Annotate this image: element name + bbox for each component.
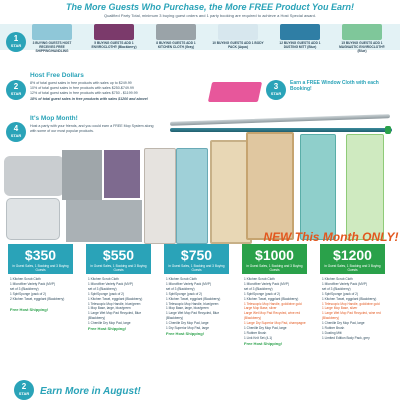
package-item: 1 SpiriSponge (pack of 2)	[322, 291, 358, 296]
package-item: set of 3 (Blackberry)	[322, 286, 351, 291]
august-heading: Earn More in August!	[40, 386, 141, 397]
package-item: 1 Telescopic Mop Handle, blue/green	[88, 301, 141, 306]
package-item: 1 Telescopic Mop Handle, blue/green	[166, 301, 219, 306]
tier-item	[26, 22, 78, 62]
package-item-list	[244, 277, 306, 341]
tier-item	[88, 22, 140, 62]
package-price-header	[320, 244, 385, 274]
tier-item	[212, 22, 264, 62]
package-item: 1 SpiriSponge (pack of 2)	[10, 291, 46, 296]
tier-product-image	[342, 24, 382, 40]
mop-handle-cap	[385, 126, 391, 134]
star-3-badge: 3 STAR	[266, 80, 286, 100]
package-item: 1 Mop Base, large, blue/green	[166, 306, 209, 311]
package-item: 1 Kitchen Towel, eggplant (Blackberry)	[244, 296, 299, 301]
tier-item	[274, 22, 326, 62]
package-item: 1 Microfiber Variety Pack (MVP)	[244, 281, 290, 286]
package-item: 1 Microfiber Variety Pack (MVP)	[88, 281, 134, 286]
tier-label: 15 BUYING GUESTS ADD 1 MAGNASTIC ENVIROCLOTH® (Blue)	[339, 41, 385, 53]
package-column	[8, 244, 73, 400]
package-item: 1 SpiriSponge (pack of 2)	[166, 291, 202, 296]
tier-item	[150, 22, 202, 62]
host-dollars-list	[30, 81, 230, 102]
mop-handle-silver	[170, 114, 390, 126]
package-item: 1 Dusting Mitt	[322, 330, 342, 335]
package-item: 1 Large Wet Mop Pad Recycled, Blue (Blackberry)	[88, 311, 142, 321]
package-price-header	[8, 244, 73, 274]
package-item: 1 Dry Superior Mop Pad, large	[166, 326, 210, 331]
package-item-list	[88, 277, 150, 326]
package-item: 1 Chenille Dry Mop Pad, large	[88, 321, 131, 326]
package-item: 1 Telescopic Mop Handle, gold/wine gold	[244, 301, 302, 306]
package-item: 2 Kitchen Towel, eggplant (Blackberry)	[10, 296, 65, 301]
host-dollars-line: 10% of total guest sales in free products with sales $250-$749.99	[30, 86, 134, 91]
tier-label: 5 BUYING GUESTS ADD 1 ENVIROCLOTH® (Blackberry)	[91, 41, 137, 49]
tier-product-image	[218, 24, 258, 40]
package-item: set of 3 (Blackberry)	[10, 286, 39, 291]
package-item: set of 3 (Blackberry)	[244, 286, 273, 291]
package-item-list	[10, 277, 72, 302]
package-item: 1 Kitchen Towel, eggplant (Blackberry)	[88, 296, 143, 301]
package-price: $1000	[255, 247, 294, 263]
package-item: 1 Kitchen Scrub Cloth	[10, 277, 41, 281]
package-item: 1 Large Wet Mop Pad Recycled, wine red (Blackberry)	[322, 311, 381, 321]
host-dollars-line: 12% of total guest sales in free products with sales $750 - $1199.99	[30, 91, 138, 96]
package-item: 1 Rubber Brush	[244, 330, 267, 335]
package-item-list	[166, 277, 228, 331]
window-cloth-offer: Earn a FREE Window Cloth with each Booking!	[290, 80, 379, 92]
package-item: set of 3 (Blackberry)	[88, 286, 117, 291]
package-requirement: in Guest Sales, 1 Booking and 3 Buying Guests	[168, 264, 225, 272]
mop-month-text: Host a party with your friends, and you could earn a FREE Mop System along with some of our most popular products.	[30, 124, 154, 134]
tier-row	[18, 22, 398, 62]
package-column	[320, 244, 385, 400]
package-item: 1 Kitchen Towel, eggplant (Blackberry)	[166, 296, 221, 301]
package-column	[86, 244, 151, 400]
host-dollars-line: 8% of total guest sales in free products with sales up to $249.99	[30, 81, 132, 85]
package-item: 1 Kitchen Scrub Cloth	[322, 277, 353, 281]
page-subtitle: Qualified Party Total, minimum 3 buying guest orders and 1 party booking are required to achieve a Host Special award.	[103, 13, 317, 18]
microfiber-pack-image	[66, 200, 142, 242]
mop-month-title: It's Mop Month!	[30, 115, 78, 122]
package-item: 1 Chenille Dry Mop Pad, large	[322, 321, 365, 326]
free-shipping-note: Free Host Shipping!	[166, 331, 204, 336]
star-2-badge: 2 STAR	[6, 80, 26, 100]
package-price: $350	[24, 247, 57, 263]
package-requirement: in Guest Sales, 1 Booking and 3 Buying Guests	[324, 264, 381, 272]
package-item: 1 Microfiber Variety Pack (MVP)	[10, 281, 56, 286]
tier-label: 10 BUYING GUESTS ADD 1 BODY PACK (Aqua)	[212, 41, 264, 49]
package-item: 1 SpiriSponge (pack of 2)	[88, 291, 124, 296]
mop-pad-green	[346, 134, 384, 240]
host-dollars-title: Host Free Dollars	[30, 72, 84, 79]
package-column	[242, 244, 307, 400]
package-price-header	[86, 244, 151, 274]
package-price: $750	[180, 247, 213, 263]
package-requirement: in Guest Sales, 1 Booking and 3 Buying Guests	[12, 264, 69, 272]
package-item: 1 Large Dry Superior Mop Pad, champagne	[244, 321, 306, 326]
package-item: 1 Limited Edition Body Pack, grey	[322, 335, 370, 340]
package-item: 1 Chenille Dry Mop Pad, large	[244, 326, 287, 331]
tier-product-image	[280, 24, 320, 40]
package-item: 1 Kitchen Scrub Cloth	[244, 277, 275, 281]
free-shipping-note: Free Host Shipping!	[244, 340, 282, 346]
kitchen-cloth-stack-image	[62, 150, 102, 200]
mop-pad-gray	[144, 148, 176, 244]
package-item: Large Wet Mop Pad Recycled, wine red (Blackberry)	[244, 311, 301, 321]
package-price: $1200	[333, 247, 372, 263]
star-4-badge: 4 STAR	[6, 122, 26, 142]
variety-pack-image	[104, 150, 140, 198]
star-1-badge: 1 STAR	[6, 32, 26, 52]
package-item: 1 Microfiber Variety Pack (MVP)	[166, 281, 212, 286]
package-price-header	[242, 244, 307, 274]
package-item: 1 Kitchen Scrub Cloth	[88, 277, 119, 281]
tier-label: 3 BUYING GUESTS HOST RECEIVES FREE SHIPPING/HANDLING	[32, 41, 72, 53]
window-cloth-image	[208, 82, 262, 102]
tier-product-image	[94, 24, 134, 40]
package-item: set of 3 (Blackberry)	[166, 286, 195, 291]
mop-pad-turquoise	[300, 134, 336, 240]
package-item: 1 Large Mop Base, silver	[322, 306, 358, 311]
package-requirement: in Guest Sales, 1 Booking and 3 Buying Guests	[246, 264, 303, 272]
package-item: 1 Rubber Brush	[322, 326, 345, 331]
tier-product-image	[156, 24, 196, 40]
free-shipping-note: Free Host Shipping!	[88, 326, 126, 332]
package-price-header	[164, 244, 229, 274]
body-pack-image	[6, 198, 60, 240]
tier-item	[336, 22, 388, 62]
page-title: The More Guests Who Purchase, the More FREE Product You Earn!	[65, 2, 355, 12]
star-bottom-badge: 2 STAR	[14, 380, 34, 400]
free-shipping-note: Free Host Shipping!	[10, 306, 48, 312]
package-item: 1 Kitchen Scrub Cloth	[166, 277, 197, 281]
mop-pad-wide	[246, 132, 294, 240]
tier-product-image	[32, 24, 72, 40]
package-item: 1 Large Wet Mop Pad Recycled, Blue (Blackberry)	[166, 311, 220, 321]
package-item: 1 Kitchen Towel, eggplant (Blackberry)	[322, 296, 377, 301]
package-item: 1 Chenille Dry Mop Pad, large	[166, 321, 209, 326]
tier-label: 8 BUYING GUESTS ADD 1 KITCHEN CLOTH (Gray)	[156, 41, 196, 49]
package-item: 1 SpiriSponge (pack of 2)	[244, 291, 280, 296]
tier-label: 12 BUYING GUESTS ADD 1 DUSTING MITT (Blue)	[279, 41, 321, 49]
package-item: 1 Mop Base, large, blue/green	[88, 306, 131, 311]
package-item: 1 Telescopic Mop Handle, gold/wine gold	[322, 301, 380, 306]
dusting-mitt-image	[4, 156, 64, 196]
package-item: 1 Microfiber Variety Pack (MVP)	[322, 281, 368, 286]
host-dollars-line: 18% of total guest sales in free products with sales $1200 and above!	[30, 96, 149, 101]
new-this-month-banner: NEW This Month ONLY!	[263, 230, 399, 244]
package-item: Large Mop Base, silver	[244, 306, 277, 311]
package-column	[164, 244, 229, 400]
mop-pad-aqua	[176, 148, 208, 244]
package-requirement: in Guest Sales, 1 Booking and 3 Buying Guests	[90, 264, 147, 272]
package-item: 1 Link Knit Set (4-1)	[244, 335, 273, 340]
package-price: $550	[102, 247, 135, 263]
package-item-list	[322, 277, 384, 341]
